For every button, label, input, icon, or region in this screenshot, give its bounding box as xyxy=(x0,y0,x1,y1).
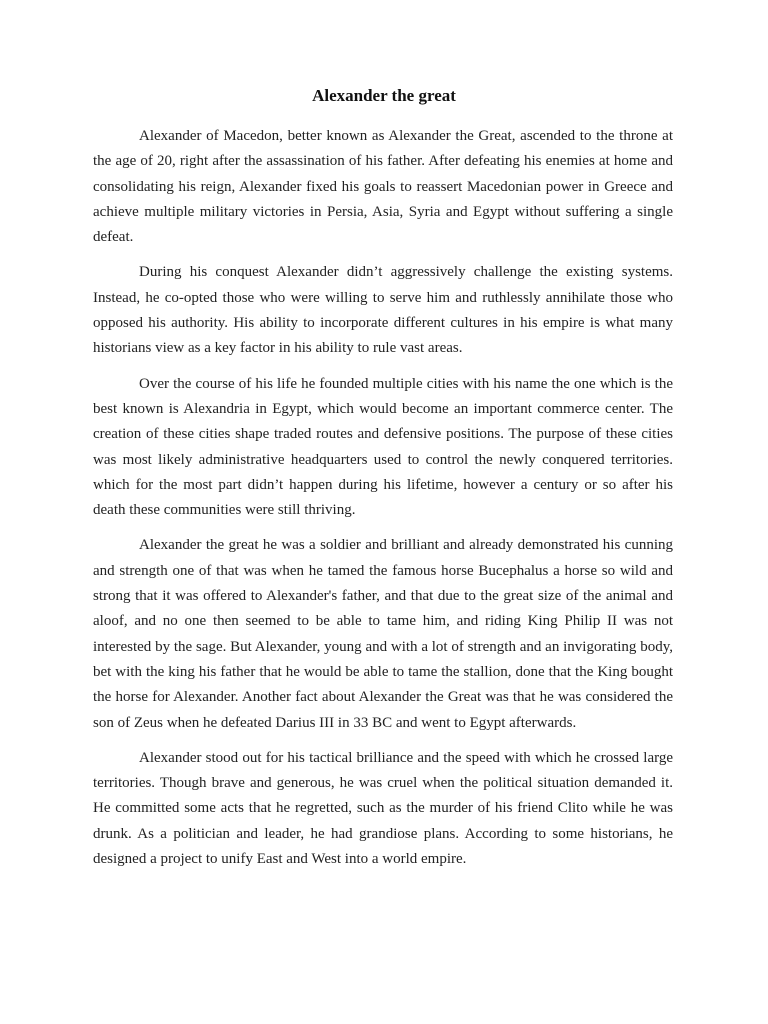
document-body xyxy=(93,124,673,882)
paragraph-2: During his conquest Alexander didn’t aggressively challenge the existing systems. Instead, he co-opted those who were willing to serve him and ruthlessly annihilate those who opposed his authority. His ability to incorporate different cultures in his empire is what many historians view as a key factor in his ability to rule vast areas. xyxy=(93,264,673,357)
paragraph-3: Over the course of his life he founded multiple cities with his name the one which is the best known is Alexandria in Egypt, which would become an important commerce center. The creation of these cities shape traded routes and defensive positions. The purpose of these cities was most likely administrative headquarters used to control the newly conquered territories. which for the most part didn’t happen during his lifetime, however a century or so after his death these communities were still thriving. xyxy=(93,375,673,519)
paragraph-1: Alexander of Macedon, better known as Alexander the Great, ascended to the throne at the age of 20, right after the assassination of his father. After defeating his enemies at home and consolidating his reign, Alexander fixed his goals to reassert Macedonian power in Greece and achieve multiple military victories in Persia, Asia, Syria and Egypt without suffering a single defeat. xyxy=(93,128,673,246)
paragraph-4: Alexander the great he was a soldier and brilliant and already demonstrated his cunning and strength one of that was when he tamed the famous horse Bucephalus a horse so wild and strong that it was offered to Alexander's father, and that due to the great size of the animal and aloof, and no one then seemed to be able to tame him, and riding King Philip II was not interested by the sage. But Alexander, young and with a lot of strength and an invigorating body, bet with the king his father that he would be able to tame the stallion, done that the King bought the horse for Alexander. Another fact about Alexander the Great was that he was considered the son of Zeus when he defeated Darius III in 33 BC and went to Egypt afterwards. xyxy=(93,537,673,731)
document-title: Alexander the great xyxy=(312,86,456,105)
paragraph-5: Alexander stood out for his tactical brilliance and the speed with which he crossed large territories. Though brave and generous, he was cruel when the political situation demanded it. He committed some acts that he regretted, such as the murder of his friend Clito while he was drunk. As a politician and leader, he had grandiose plans. According to some historians, he designed a project to unify East and West into a world empire. xyxy=(93,749,673,868)
